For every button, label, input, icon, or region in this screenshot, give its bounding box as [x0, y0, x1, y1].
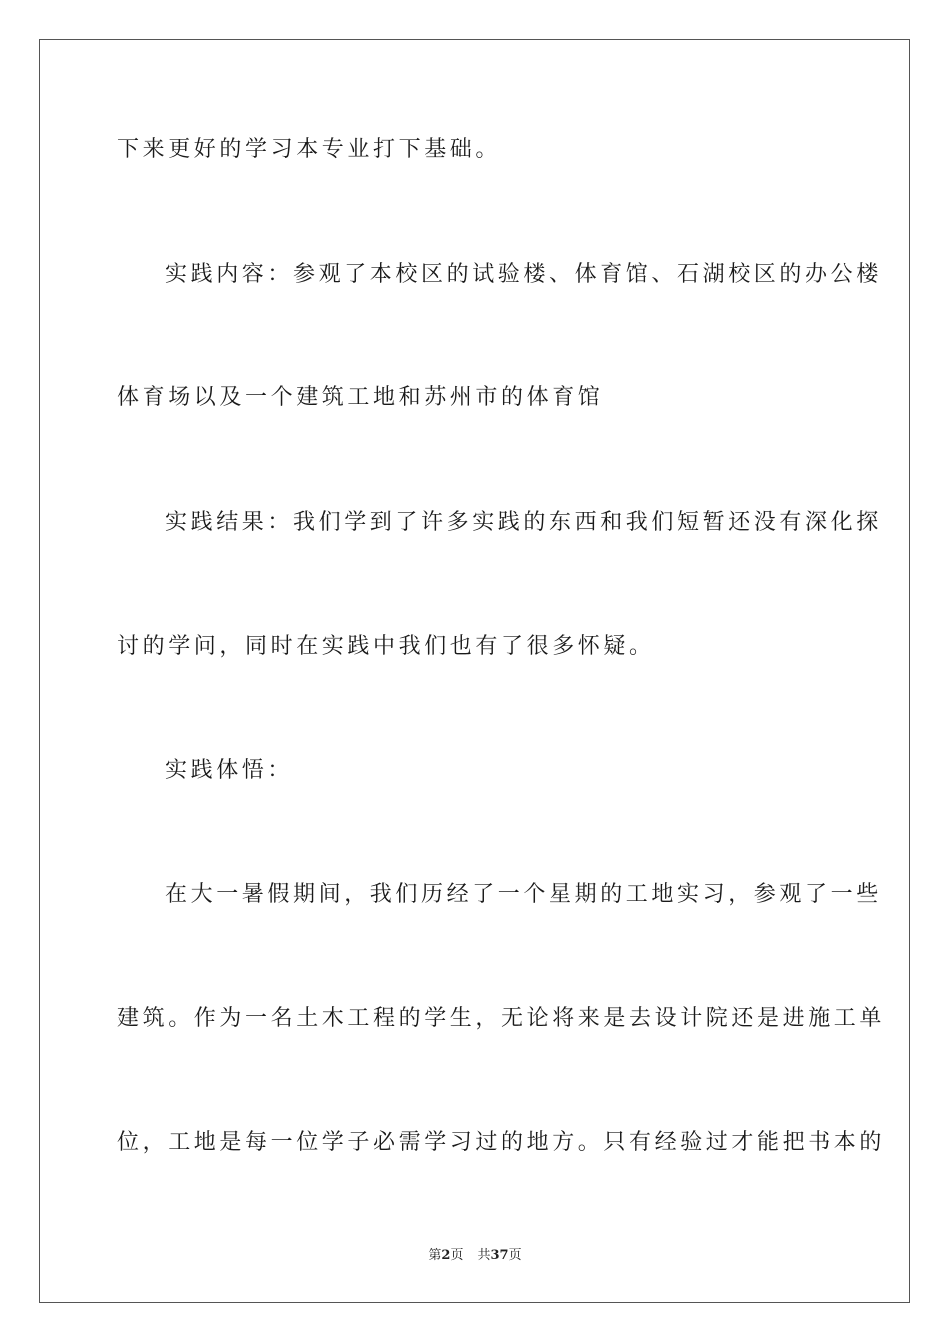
- footer-page-suffix: 页: [450, 1248, 464, 1263]
- footer-total-pages: 37: [490, 1248, 509, 1263]
- text-line-6: 实践体悟：: [165, 758, 294, 783]
- page-footer: [0, 1248, 950, 1264]
- text-line-2: 实践内容：参观了本校区的试验楼、体育馆、石湖校区的办公楼: [165, 262, 882, 287]
- text-line-3: 体育场以及一个建筑工地和苏州市的体育馆: [117, 385, 604, 410]
- text-line-5: 讨的学问，同时在实践中我们也有了很多怀疑。: [117, 634, 655, 659]
- text-line-8: 建筑。作为一名土木工程的学生，无论将来是去设计院还是进施工单: [117, 1006, 886, 1031]
- footer-page-number: 2: [441, 1248, 451, 1263]
- text-line-4: 实践结果：我们学到了许多实践的东西和我们短暂还没有深化探: [165, 510, 882, 535]
- text-line-7: 在大一暑假期间，我们历经了一个星期的工地实习，参观了一些: [165, 882, 882, 907]
- text-line-9: 位，工地是每一位学子必需学习过的地方。只有经验过才能把书本的: [117, 1130, 886, 1155]
- text-line-1: 下来更好的学习本专业打下基础。: [117, 137, 502, 162]
- footer-total-prefix: 共: [477, 1248, 491, 1263]
- footer-total-suffix: 页: [508, 1248, 522, 1263]
- footer-page-prefix: 第: [428, 1248, 442, 1263]
- page-frame: [39, 39, 910, 1303]
